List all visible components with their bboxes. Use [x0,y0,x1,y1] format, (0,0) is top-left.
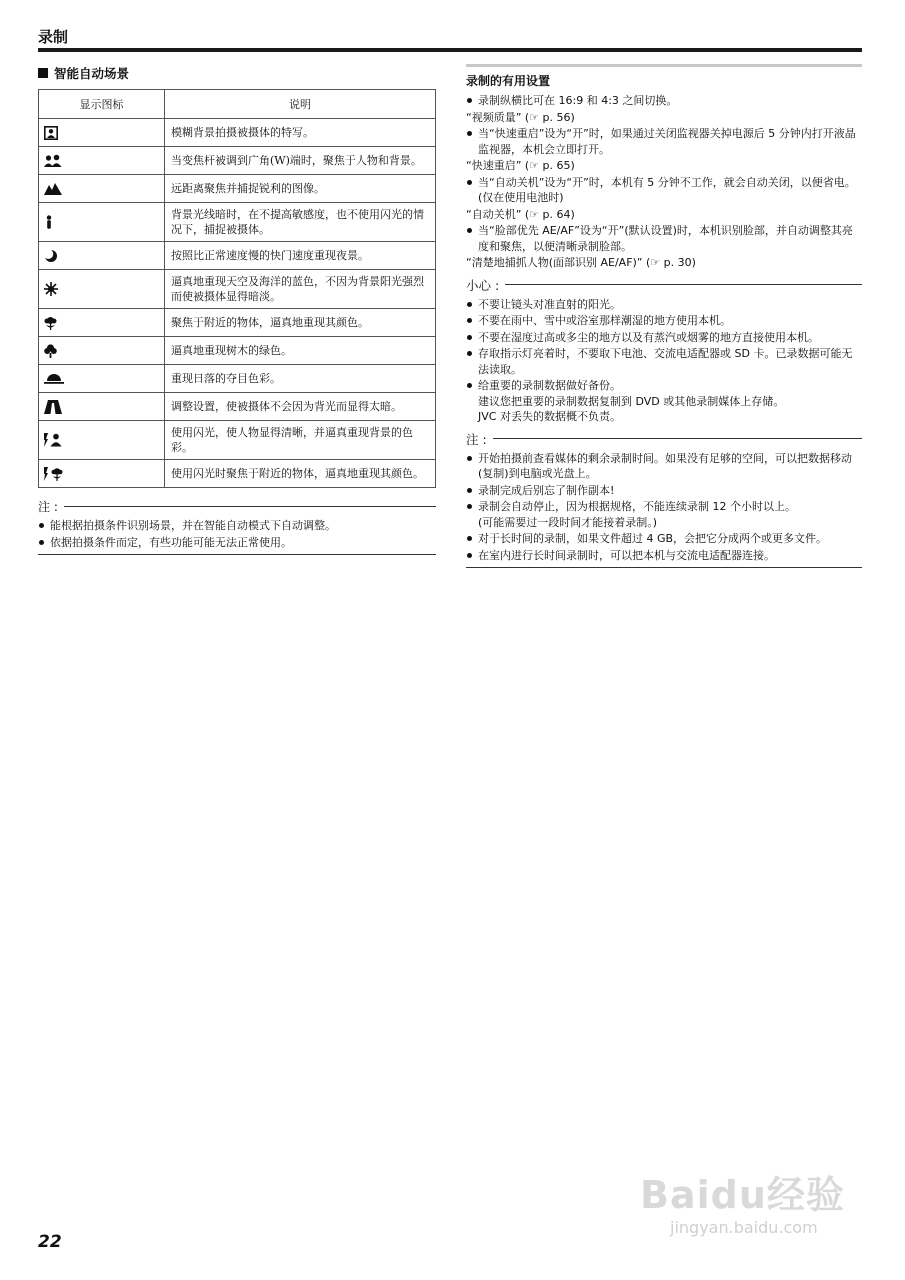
sunset-icon [44,373,64,385]
caution-rule [505,284,862,285]
section-heading [38,64,436,82]
left-column [38,64,436,555]
flash-portrait-icon [44,433,64,447]
list-item: 录制纵横比可在 16:9 和 4:3 之间切换。 [466,93,862,109]
scene-table [38,89,436,488]
description-cell: 聚焦于附近的物体，逼真地重现其颜色。 [165,309,436,337]
flash-macro-icon [44,467,64,481]
settings-title: 录制的有用设置 [466,74,551,88]
watermark-url: jingyan.baidu.com [670,1218,818,1237]
list-item-line: 建议您把重要的录制数据复制到 DVD 或其他录制媒体上存储。 [478,394,785,408]
icon-cell [39,421,165,460]
table-row [39,270,436,309]
icon-cell [39,337,165,365]
icon-cell [39,242,165,270]
list-item: 不要在雨中、雪中或浴室那样潮湿的地方使用本机。 [466,313,862,329]
description-cell: 按照比正常速度慢的快门速度重现夜景。 [165,242,436,270]
list-item: 存取指示灯亮着时，不要取下电池、交流电适配器或 SD 卡。已录数据可能无法读取。 [466,346,862,377]
description-cell: 当变焦杆被调到广角(W)端时，聚焦于人物和背景。 [165,147,436,175]
icon-cell [39,365,165,393]
list-item: 开始拍摄前查看媒体的剩余录制时间。如果没有足够的空间，可以把数据移动(复制)到电脑或光盘上。 [466,451,862,482]
list-item-line: JVC 对丢失的数据概不负责。 [478,410,621,423]
settings-list [466,126,862,157]
note-heading [466,430,862,448]
list-item: 不要在湿度过高或多尘的地方以及有蒸汽或烟雾的地方直接使用本机。 [466,330,862,346]
left-bottom-rule [38,554,436,555]
table-row [39,309,436,337]
header-rule [38,48,862,52]
list-item: 当“脸部优先 AE/AF”设为“开”(默认设置)时，本机识别脸部，并自动调整其亮度和聚焦，以便清晰录制脸部。 [466,223,862,254]
icon-cell [39,270,165,309]
settings-list [466,223,862,254]
list-item [466,378,862,425]
description-cell: 重现日落的夺目色彩。 [165,365,436,393]
column-header-icon: 显示图标 [39,90,165,119]
icon-cell [39,175,165,203]
portrait-icon [44,126,58,140]
table-row [39,337,436,365]
grey-rule [466,64,862,67]
list-item [466,499,862,530]
table-row [39,119,436,147]
icon-cell [39,147,165,175]
section-heading-text: 智能自动场景 [54,66,130,81]
table-row [39,460,436,488]
spotlight-icon [44,400,62,414]
note-rule [64,506,436,507]
note-heading [38,498,436,515]
list-item-line: 给重要的录制数据做好备份。 [478,379,621,392]
list-item: 能根据拍摄条件识别场景，并在智能自动模式下自动调整。 [38,518,436,534]
list-item: 录制完成后别忘了制作副本! [466,483,862,499]
icon-cell [39,393,165,421]
right-bottom-rule [466,567,862,568]
note-list [38,518,436,550]
list-item: 依据拍摄条件而定，有些功能可能无法正常使用。 [38,535,436,551]
list-item: 当“快速重启”设为“开”时，如果通过关闭监视器关掉电源后 5 分钟内打开液晶监视器，本机会立即打开。 [466,126,862,157]
tree-icon [44,344,57,358]
backlight-icon [44,215,54,229]
caution-list [466,297,862,425]
list-item: 当“自动关机”设为“开”时，本机有 5 分钟不工作，就会自动关闭，以便省电。(仅在使用电池时) [466,175,862,206]
table-row [39,203,436,242]
icon-cell [39,309,165,337]
table-header-row [39,90,436,119]
list-item-line: 录制会自动停止，因为根据规格，不能连续录制 12 个小时以上。 [478,500,796,513]
reference-link[interactable]: “自动关机” (☞ p. 64) [466,207,575,221]
watermark [640,1150,870,1260]
note-label: 注 : [38,500,58,514]
square-bullet-icon [38,68,48,78]
night-icon [44,249,58,263]
icon-cell [39,119,165,147]
right-column [466,64,862,568]
page-section-title: 录制 [38,28,69,46]
table-row [39,365,436,393]
sun-icon [44,282,58,296]
macro-icon [44,316,57,330]
description-cell: 逼真地重现天空及海洋的蓝色，不因为背景阳光强烈而使被摄体显得暗淡。 [165,270,436,309]
icon-cell [39,460,165,488]
reference-link[interactable]: “快速重启” (☞ p. 65) [466,159,575,172]
landscape-icon [44,182,62,195]
caution-label: 小心 : [466,277,500,293]
watermark-logo: Baidu经验 [640,1173,845,1217]
table-row [39,175,436,203]
reference-link[interactable]: “清楚地捕抓人物(面部识别 AE/AF)” (☞ p. 30) [466,256,696,269]
caution-heading [466,276,862,294]
table-row [39,147,436,175]
description-cell: 使用闪光，使人物显得清晰，并逼真重现背景的色彩。 [165,421,436,460]
list-item-line: (可能需要过一段时间才能接着录制。) [478,515,658,529]
settings-list [466,93,862,109]
group-icon [44,154,62,168]
description-cell: 远距离聚焦并捕捉锐利的图像。 [165,175,436,203]
description-cell: 背景光线暗时，在不提高敏感度，也不使用闪光的情况下，捕捉被摄体。 [165,203,436,242]
table-row [39,393,436,421]
description-cell: 模糊背景拍摄被摄体的特写。 [165,119,436,147]
column-header-desc: 说明 [165,90,436,119]
note-list [466,451,862,564]
page-number: 22 [38,1232,62,1252]
table-row [39,242,436,270]
description-cell: 逼真地重现树木的绿色。 [165,337,436,365]
list-item: 对于长时间的录制，如果文件超过 4 GB，会把它分成两个或更多文件。 [466,531,862,547]
note-rule [493,438,862,439]
list-item: 不要让镜头对准直射的阳光。 [466,297,862,313]
icon-cell [39,203,165,242]
list-item: 在室内进行长时间录制时，可以把本机与交流电适配器连接。 [466,548,862,564]
settings-list [466,175,862,206]
reference-link[interactable]: “视频质量” (☞ p. 56) [466,110,575,124]
note-label: 注 : [466,431,487,447]
description-cell: 使用闪光时聚焦于附近的物体，逼真地重现其颜色。 [165,460,436,488]
table-row [39,421,436,460]
description-cell: 调整设置，使被摄体不会因为背光而显得太暗。 [165,393,436,421]
